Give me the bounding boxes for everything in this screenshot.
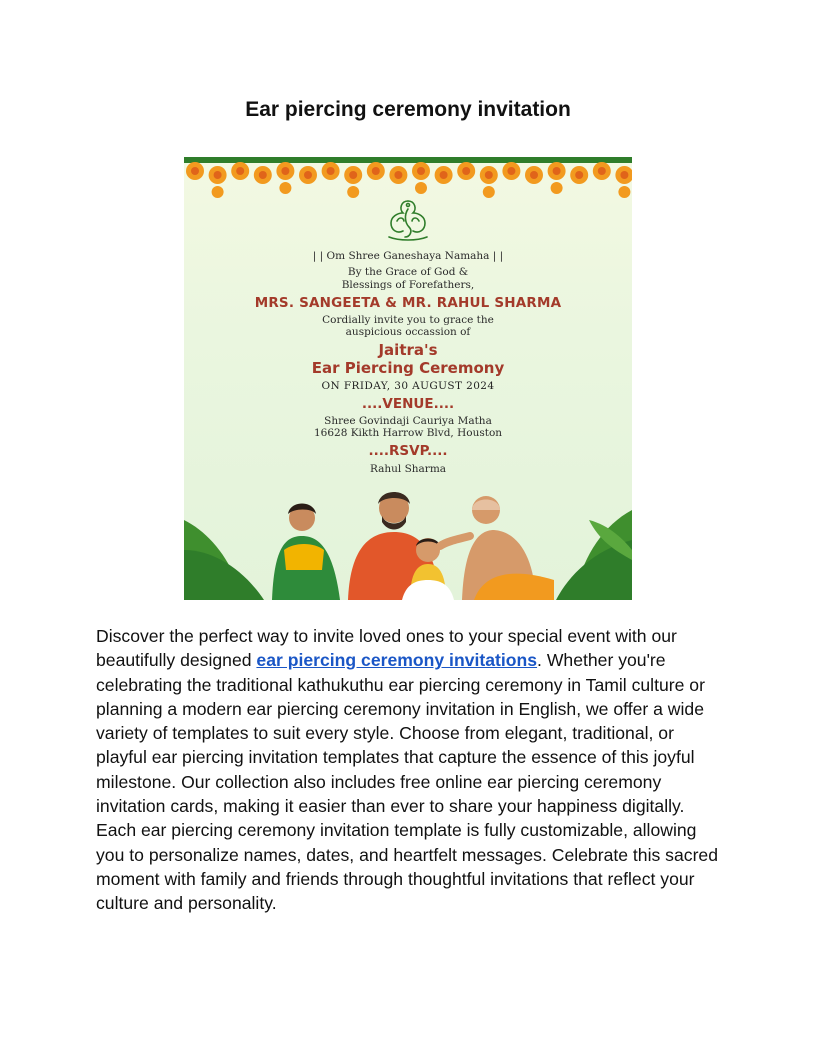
venue-line-1: Shree Govindaji Cauriya Matha: [324, 415, 492, 427]
invitation-card-image: [184, 157, 632, 600]
mantra-text: | | Om Shree Ganeshaya Namaha | |: [312, 250, 504, 262]
venue-heading: ....VENUE....: [361, 396, 455, 412]
page-title: Ear piercing ceremony invitation: [245, 98, 571, 121]
child-name: Jaitra's: [378, 341, 438, 359]
family-illustration-icon: [184, 480, 632, 600]
invite-line-1: Cordially invite you to grace the: [322, 314, 494, 326]
grace-line-1: By the Grace of God &: [347, 266, 469, 278]
rsvp-heading: ....RSVP....: [368, 443, 448, 459]
host-names: MRS. SANGEETA & MR. RAHUL SHARMA: [254, 295, 562, 311]
invite-line-2: auspicious occassion of: [345, 326, 471, 338]
description-paragraph: [96, 624, 726, 916]
paragraph-text-after-link: . Whether you're celebrating the traditional kathukuthu ear piercing ceremony in Tamil culture or planning a modern ear piercing ceremony invitation in English, we offer a wide variety of templates to suit every style. Choose from elegant, traditional, or playful ear piercing invitation templates that capture the essence of this joyful milestone. Our collection also includes free online ear piercing ceremony invitation cards, making it easier than ever to share your happiness digitally. Each ear piercing ceremony invitation template is fully customizable, allowing you to personalize names, dates, and heartfelt messages. Celebrate this sacred moment with family and friends through thoughtful invitations that reflect your culture and personality.: [96, 650, 718, 914]
ganesha-icon: [377, 197, 439, 243]
ceremony-name: Ear Piercing Ceremony: [311, 359, 505, 377]
rsvp-name: Rahul Sharma: [369, 463, 447, 475]
ear-piercing-invitations-link[interactable]: ear piercing ceremony invitations: [256, 650, 538, 671]
grace-line-2: Blessings of Forefathers,: [341, 279, 475, 291]
venue-line-2: 16628 Kikth Harrow Blvd, Houston: [313, 427, 503, 439]
paragraph-text-before-link: Discover the perfect way to invite loved ones to your special event with our beautifully designed: [96, 626, 677, 671]
event-date: ON FRIDAY, 30 AUGUST 2024: [321, 380, 495, 392]
